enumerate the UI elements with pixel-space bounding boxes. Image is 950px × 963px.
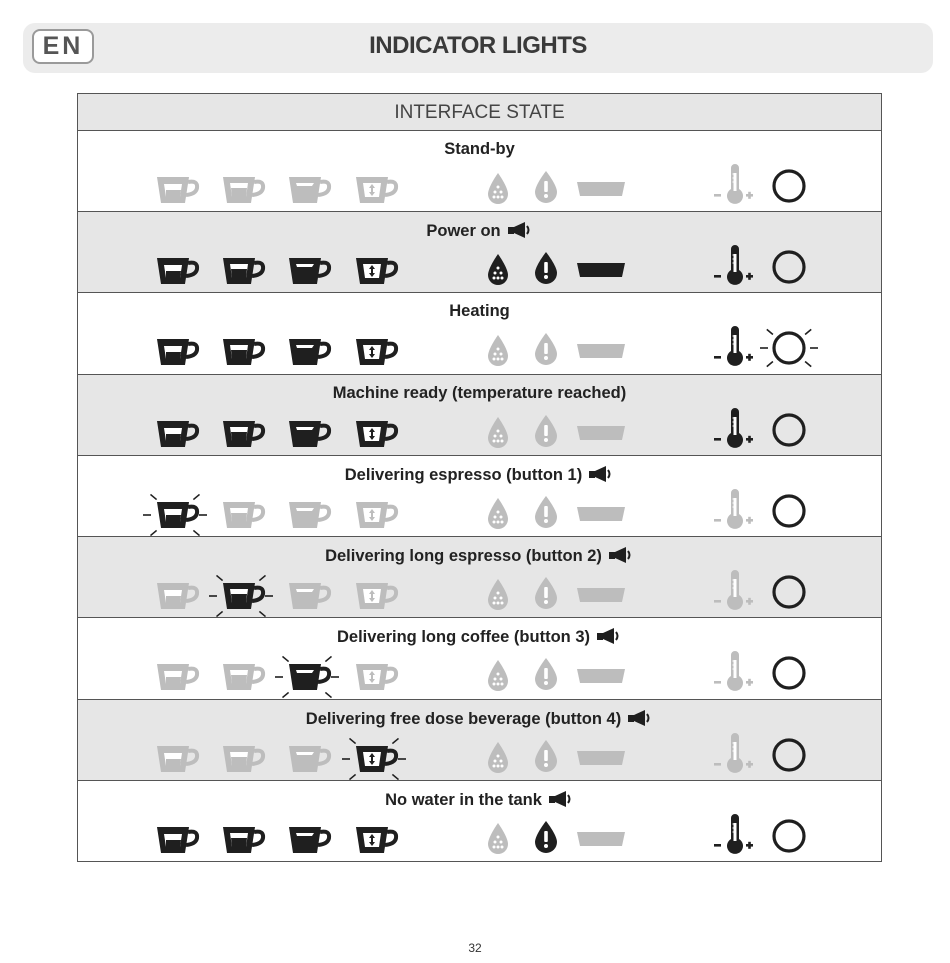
state-row [78,212,881,293]
temperature-icon [712,245,758,294]
temperature-icon [712,408,758,457]
state-label-text: Delivering long coffee (button 3) [336,628,590,646]
no-water-alert-icon [532,738,560,779]
state-label-text: Heating [449,302,510,320]
power-ring-icon [757,814,821,863]
temperature-icon [712,814,758,863]
capsule-drawer-icon [576,584,626,611]
speaker-icon [588,465,614,488]
descale-drop-icon [484,657,512,698]
descale-drop-icon [484,332,512,373]
no-water-alert-icon [532,331,560,372]
capsule-drawer-icon [576,747,626,774]
state-row [78,375,881,456]
power-ring-icon [757,651,821,700]
capsule-drawer-icon [576,259,626,286]
state-row [78,537,881,618]
descale-drop-icon [484,170,512,211]
page-number: 32 [468,941,482,955]
state-label-text: Machine ready (temperature reached) [332,384,627,402]
state-row [78,293,881,375]
state-label [78,790,881,813]
state-label [78,627,881,650]
table-heading: INTERFACE STATE [78,94,881,131]
descale-drop-icon [484,251,512,292]
descale-drop-icon [484,414,512,455]
speaker-icon [627,709,653,732]
free-dose-cup-icon [334,811,414,874]
no-water-alert-icon [532,494,560,535]
state-label-text: Delivering espresso (button 1) [344,466,583,484]
power-ring-icon [757,489,821,538]
indicator-table [77,93,882,862]
state-label-text: Power on [426,222,501,240]
capsule-drawer-icon [576,178,626,205]
state-label-text: Delivering free dose beverage (button 4) [305,710,622,728]
no-water-alert-icon [532,413,560,454]
speaker-icon [596,627,622,650]
speaker-icon [507,221,533,244]
temperature-icon [712,733,758,782]
temperature-icon [712,164,758,213]
state-row [78,618,881,700]
no-water-alert-icon [532,656,560,697]
state-label-text: No water in the tank [385,791,542,809]
descale-drop-icon [484,495,512,536]
capsule-drawer-icon [576,828,626,855]
state-row [78,700,881,781]
page-title: INDICATOR LIGHTS [369,32,587,59]
power-ring-icon [757,326,821,375]
temperature-icon [712,651,758,700]
power-ring-icon [757,245,821,294]
capsule-drawer-icon [576,340,626,367]
capsule-drawer-icon [576,422,626,449]
temperature-icon [712,489,758,538]
state-label [78,384,881,403]
state-label [78,140,881,159]
speaker-icon [548,790,574,813]
state-row [78,131,881,212]
temperature-icon [712,570,758,619]
no-water-alert-icon [532,250,560,291]
descale-drop-icon [484,739,512,780]
state-label [78,709,881,732]
state-label-text: Stand-by [444,140,515,158]
state-label [78,546,881,569]
state-label [78,465,881,488]
state-row [78,781,881,862]
no-water-alert-icon [532,819,560,860]
descale-drop-icon [484,820,512,861]
power-ring-icon [757,164,821,213]
power-ring-icon [757,733,821,782]
state-label [78,302,881,321]
no-water-alert-icon [532,575,560,616]
capsule-drawer-icon [576,503,626,530]
power-ring-icon [757,570,821,619]
language-badge: EN [32,29,94,64]
descale-drop-icon [484,576,512,617]
page-header [23,23,933,73]
capsule-drawer-icon [576,665,626,692]
speaker-icon [608,546,634,569]
state-row [78,456,881,537]
state-label [78,221,881,244]
no-water-alert-icon [532,169,560,210]
temperature-icon [712,326,758,375]
state-rows [78,131,881,862]
power-ring-icon [757,408,821,457]
state-label-text: Delivering long espresso (button 2) [325,547,602,565]
